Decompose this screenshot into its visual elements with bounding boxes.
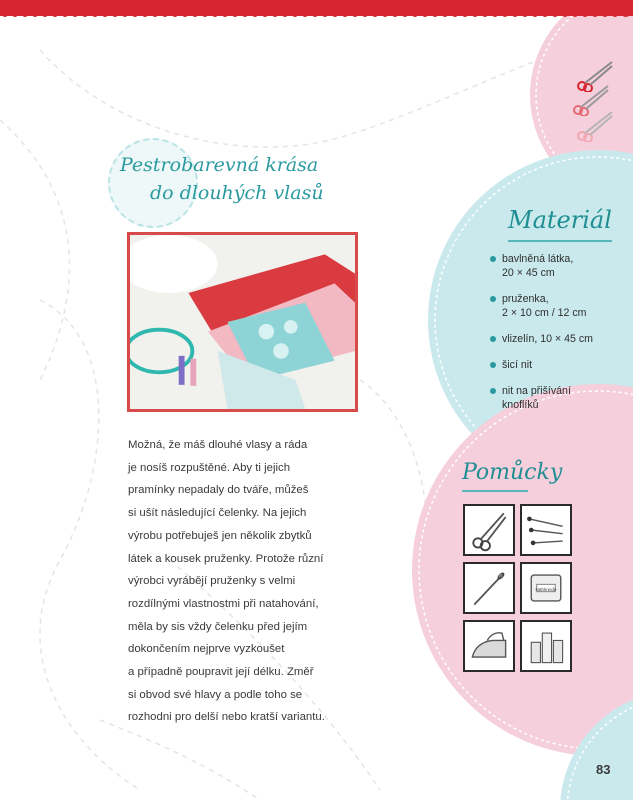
body-line: měla by sis vždy čelenku před jejím <box>128 620 308 633</box>
material-item <box>490 358 630 372</box>
title-line-2: do dlouhých vlasů <box>150 182 324 204</box>
material-list <box>490 250 630 412</box>
tool-threads <box>520 620 572 672</box>
material-item <box>490 292 630 320</box>
body-line: je nosíš rozpuštěné. Aby ti jejich <box>128 461 291 474</box>
material-item-text: nit na přišívání <box>502 385 571 397</box>
body-line: rozhodni pro delší nebo kratší variantu. <box>128 711 325 724</box>
material-item-text: 2 × 10 cm / 12 cm <box>502 307 587 319</box>
chalk-icon <box>522 564 570 612</box>
bullet-icon <box>490 296 496 302</box>
body-line: pramínky nepadaly do tváře, můžeš <box>128 484 309 497</box>
tool-chalk <box>520 562 572 614</box>
material-item-text: pruženka, <box>502 293 549 305</box>
scallop-edge <box>0 12 633 22</box>
body-paragraph <box>128 434 363 729</box>
material-underline <box>508 240 612 242</box>
material-item <box>490 384 630 412</box>
iron-icon <box>465 622 513 670</box>
body-line: výrobci vyrábějí pruženky s velmi <box>128 575 296 588</box>
svg-text:Nähkreide: Nähkreide <box>535 586 557 592</box>
material-item-text: bavlněná látka, <box>502 253 574 265</box>
tool-pins <box>520 504 572 556</box>
bullet-icon <box>490 256 496 262</box>
thread-spools-icon <box>522 622 570 670</box>
material-item <box>490 332 630 346</box>
material-item-text: 20 × 45 cm <box>502 267 555 279</box>
body-line: Možná, že máš dlouhé vlasy a ráda <box>128 439 308 451</box>
tool-iron <box>463 620 515 672</box>
body-line: si ušít následující čelenky. Na jejich <box>128 507 307 520</box>
tools-underline <box>462 490 528 492</box>
page-title <box>108 138 328 238</box>
material-item <box>490 252 630 280</box>
material-item-text: vlizelín, 10 × 45 cm <box>502 333 593 345</box>
material-item-text: šicí nit <box>502 359 533 371</box>
bullet-icon <box>490 388 496 394</box>
tools-heading: Pomůcky <box>462 460 563 485</box>
material-heading: Materiál <box>508 206 612 234</box>
body-line: a případně poupravit její délku. Změř <box>128 666 314 679</box>
scissors-icon <box>576 108 616 142</box>
body-line: si obvod své hlavy a podle toho se <box>128 688 303 701</box>
tool-needle <box>463 562 515 614</box>
pins-icon <box>522 506 570 554</box>
bullet-icon <box>490 336 496 342</box>
tool-scissors <box>463 504 515 556</box>
scissors-icon <box>465 506 513 554</box>
page-number: 83 <box>596 762 611 777</box>
body-line: látek a kousek pruženky. Protože různí <box>128 552 324 565</box>
headbands-photo <box>127 232 358 412</box>
needle-icon <box>465 564 513 612</box>
material-item-text: knoflíků <box>502 399 539 411</box>
body-line: rozdílnými vlastnostmi při natahování, <box>128 597 319 610</box>
title-line-1: Pestrobarevná krása <box>120 154 319 176</box>
body-line: dokončením nejprve vyzkoušet <box>128 643 285 656</box>
body-line: výrobu potřebuješ jen několik zbytků <box>128 529 312 542</box>
bullet-icon <box>490 362 496 368</box>
